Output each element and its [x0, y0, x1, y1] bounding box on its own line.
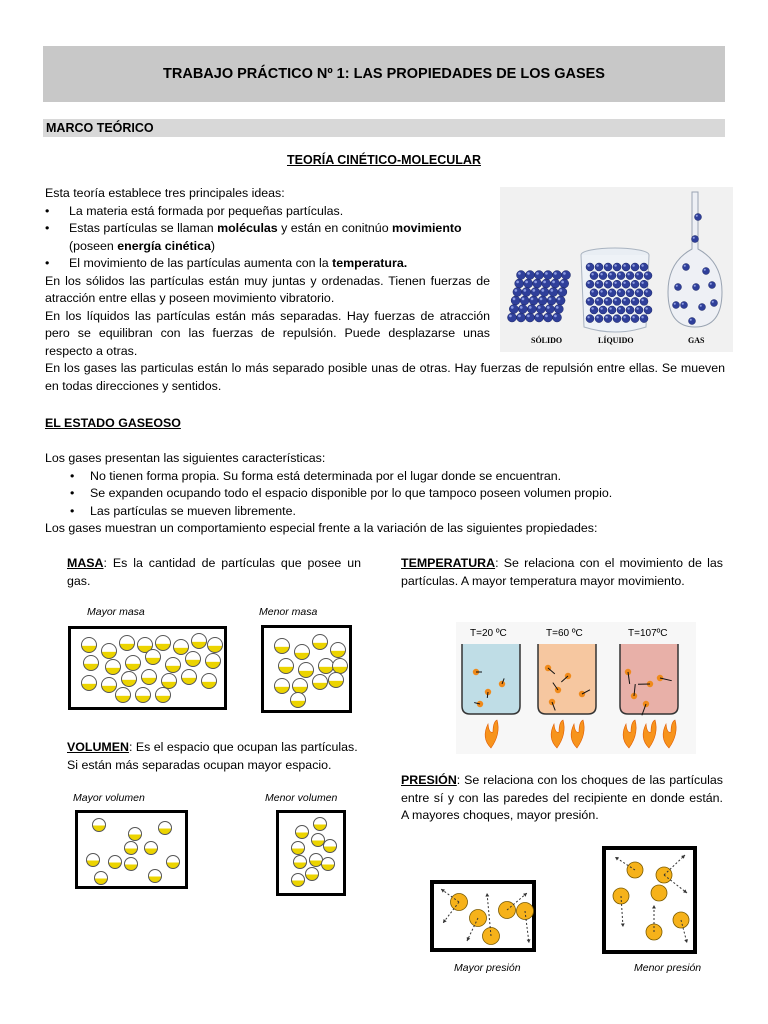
particle	[517, 271, 526, 280]
gas-label: GAS	[688, 336, 705, 345]
bullet2-bold: moléculas	[217, 221, 278, 235]
theory-intro: Esta teoría establece tres principales ideas:	[45, 186, 285, 200]
particle	[613, 263, 621, 271]
masa-term: MASA	[67, 556, 104, 570]
particle	[115, 687, 131, 703]
particle	[683, 264, 690, 271]
particle	[709, 282, 716, 289]
particle	[595, 280, 603, 288]
particle	[522, 288, 531, 297]
particle	[595, 315, 603, 323]
particle	[105, 659, 121, 675]
particle	[631, 280, 639, 288]
particle	[293, 855, 307, 869]
particle	[328, 672, 344, 688]
particle	[695, 214, 702, 221]
theory-bullet-1: • La materia está formada por pequeñas partículas.	[45, 203, 490, 221]
particle	[699, 304, 706, 311]
particle	[586, 263, 594, 271]
particle	[651, 885, 667, 901]
particle	[711, 300, 718, 307]
states-of-matter-image	[500, 187, 733, 352]
particle	[673, 302, 680, 309]
particle	[556, 296, 565, 305]
particle	[124, 841, 138, 855]
particle	[544, 271, 553, 280]
gas-state-block	[45, 450, 725, 538]
particle	[520, 296, 529, 305]
particle	[121, 671, 137, 687]
particle	[631, 263, 639, 271]
theory-bullet-3	[45, 255, 490, 273]
particle	[608, 306, 616, 314]
bullet2-bold: energía cinética	[117, 238, 211, 253]
particle	[626, 272, 634, 280]
masa-text: : Es la cantidad de partículas que posee un gas.	[67, 556, 361, 588]
particle	[553, 271, 562, 280]
particle	[94, 871, 108, 885]
masa-less-box	[261, 625, 352, 713]
masa-more-box	[68, 626, 227, 710]
particle	[83, 655, 99, 671]
particle	[323, 839, 337, 853]
particle	[144, 841, 158, 855]
particle	[298, 662, 314, 678]
title-banner	[43, 46, 725, 102]
volumen-definition	[67, 739, 367, 774]
particle	[644, 306, 652, 314]
particle	[644, 272, 652, 280]
particle	[321, 857, 335, 871]
particle	[155, 687, 171, 703]
particle	[595, 263, 603, 271]
particle	[517, 313, 526, 322]
particle	[101, 643, 117, 659]
gas-bullet-3: • Las partículas se mueven libremente.	[90, 503, 725, 521]
particle	[599, 289, 607, 297]
temperatura-text: : Se relaciona con el movimiento de las partículas. A mayor temperatura mayor movimiento.	[401, 556, 723, 588]
particle	[622, 315, 630, 323]
particle	[599, 272, 607, 280]
gas-state-bullets	[45, 468, 725, 521]
presion-text: : Se relaciona con los choques de las partículas entre sí y con las paredes del recipiente en donde están. A mayores choques, mayor presión.	[401, 773, 723, 822]
bullet3-bold: temperatura.	[332, 256, 408, 270]
particle	[330, 642, 346, 658]
temperature-label: T=107ºC	[628, 628, 668, 639]
particle	[562, 271, 571, 280]
theory-text	[45, 185, 490, 360]
particle	[305, 867, 319, 881]
bullet2-part: y están en conitnúo	[277, 221, 393, 235]
particle	[125, 655, 141, 671]
particle	[640, 315, 648, 323]
volumen-term: VOLUMEN	[67, 740, 129, 754]
particle	[635, 306, 643, 314]
gas-bullet-1: • No tienen forma propia. Su forma está determinada por el lugar donde se encuentran.	[90, 468, 725, 486]
particle	[205, 653, 221, 669]
solid-label: SÓLIDO	[531, 336, 563, 345]
particle	[613, 280, 621, 288]
particle	[181, 669, 197, 685]
particle	[693, 284, 700, 291]
particle	[617, 306, 625, 314]
particle	[613, 315, 621, 323]
volumen-less-label: Menor volumen	[265, 792, 338, 804]
particle	[141, 669, 157, 685]
particle	[586, 280, 594, 288]
particle	[526, 313, 535, 322]
particle	[201, 673, 217, 689]
volumen-text: : Es el espacio que ocupan las partículas. Si están más separadas ocupan mayor espacio.	[67, 740, 358, 772]
liquid-beaker	[581, 248, 652, 332]
particle	[604, 263, 612, 271]
particle	[185, 651, 201, 667]
particle	[533, 279, 542, 288]
particle	[626, 306, 634, 314]
particle	[631, 315, 639, 323]
gas-bullet-2: • Se expanden ocupando todo el espacio disponible por lo que tampoco poseen volumen propio.	[90, 485, 725, 503]
particle	[274, 678, 290, 694]
presion-less-label: Menor presión	[634, 962, 702, 974]
particle	[631, 297, 639, 305]
particle	[526, 271, 535, 280]
particle	[675, 284, 682, 291]
particle	[595, 297, 603, 305]
particle	[294, 644, 310, 660]
particle	[549, 288, 558, 297]
particle	[608, 272, 616, 280]
particle	[604, 280, 612, 288]
particle	[290, 692, 306, 708]
particle	[101, 677, 117, 693]
masa-less-label: Menor masa	[259, 606, 318, 618]
particle	[538, 296, 547, 305]
particle	[553, 313, 562, 322]
particle	[524, 279, 533, 288]
particle	[166, 855, 180, 869]
particle	[124, 857, 138, 871]
particle	[622, 280, 630, 288]
particle	[644, 289, 652, 297]
particle	[608, 289, 616, 297]
beaker	[462, 644, 520, 714]
particle	[529, 296, 538, 305]
particle	[515, 279, 524, 288]
particle	[590, 289, 598, 297]
particle	[148, 869, 162, 883]
particle	[513, 288, 522, 297]
particle	[560, 279, 569, 288]
particle	[622, 297, 630, 305]
temperatura-definition	[401, 555, 723, 590]
particle	[535, 271, 544, 280]
particle	[518, 305, 527, 314]
particle	[617, 272, 625, 280]
theory-bullet-2	[45, 220, 490, 255]
theory-heading: TEORÍA CINÉTICO-MOLECULAR	[287, 153, 481, 167]
bullet2-bold: movimiento	[392, 221, 462, 235]
particle	[558, 288, 567, 297]
solids-paragraph: En los sólidos las partículas están muy juntas y ordenadas. Tienen fuerzas de atracción entre ellas y poseen movimiento vibratorio.	[45, 273, 490, 305]
particle	[291, 873, 305, 887]
particle	[135, 687, 151, 703]
volumen-more-label: Mayor volumen	[73, 792, 145, 804]
masa-more-label: Mayor masa	[87, 606, 145, 618]
particle	[108, 855, 122, 869]
particle	[554, 305, 563, 314]
page-title: TRABAJO PRÁCTICO Nº 1: LAS PROPIEDADES DE LOS GASES	[163, 66, 605, 82]
particle	[158, 821, 172, 835]
particle	[640, 280, 648, 288]
particle	[586, 315, 594, 323]
presion-definition	[401, 772, 723, 825]
section-header: MARCO TEÓRICO	[43, 119, 725, 137]
particle	[291, 841, 305, 855]
particle	[540, 288, 549, 297]
particle	[703, 268, 710, 275]
temperatura-term: TEMPERATURA	[401, 556, 496, 570]
bullet2-part: )	[210, 238, 216, 253]
particle	[527, 305, 536, 314]
particle	[681, 302, 688, 309]
particle	[165, 657, 181, 673]
bullet2-part: Estas partículas se llaman	[69, 221, 218, 235]
particle	[312, 674, 328, 690]
particle	[640, 297, 648, 305]
particle	[604, 297, 612, 305]
gases-paragraph: En los gases las particulas están lo más separado posible unas de otras. Hay fuerzas de repulsión entre ellas. Se mueven en todas direcciones y sentidos.	[45, 361, 725, 393]
volumen-more-box	[75, 810, 188, 889]
particle	[692, 236, 699, 243]
particle	[613, 297, 621, 305]
particle	[536, 305, 545, 314]
particle	[542, 279, 551, 288]
particle	[155, 635, 171, 651]
particle	[128, 827, 142, 841]
particle	[119, 635, 135, 651]
particle	[689, 318, 696, 325]
liquid-label: LÍQUIDO	[598, 336, 634, 345]
particle	[312, 634, 328, 650]
gas-state-outro: Los gases muestran un comportamiento especial frente a la variación de las siguientes propiedades:	[45, 521, 598, 535]
particle	[278, 658, 294, 674]
particle	[635, 289, 643, 297]
presion-more-label: Mayor presión	[454, 962, 521, 974]
gas-state-intro: Los gases presentan las siguientes características:	[45, 451, 326, 465]
particle	[635, 272, 643, 280]
particle	[81, 637, 97, 653]
theory-bullets	[45, 203, 490, 273]
particle	[590, 272, 598, 280]
particle	[622, 263, 630, 271]
particle	[313, 817, 327, 831]
particle	[92, 818, 106, 832]
particle	[511, 296, 520, 305]
masa-definition	[67, 555, 361, 590]
particle	[545, 305, 554, 314]
volumen-less-box	[276, 810, 346, 896]
bullet2-part: (poseen	[69, 238, 118, 253]
temperature-image	[456, 622, 696, 754]
particle	[295, 825, 309, 839]
particle	[531, 288, 540, 297]
particle	[590, 306, 598, 314]
particle	[599, 306, 607, 314]
pressure-image	[429, 845, 729, 955]
temperature-label: T=20 ºC	[470, 628, 507, 639]
particle	[509, 305, 518, 314]
particle	[586, 297, 594, 305]
particle	[145, 649, 161, 665]
particle	[207, 637, 223, 653]
particle	[626, 289, 634, 297]
particle	[191, 633, 207, 649]
particle	[508, 313, 517, 322]
bullet3-part: El movimiento de las partículas aumenta con la	[69, 256, 333, 270]
temperature-label: T=60 ºC	[546, 628, 583, 639]
presion-term: PRESIÓN	[401, 773, 457, 787]
particle	[86, 853, 100, 867]
particle	[604, 315, 612, 323]
particle	[640, 263, 648, 271]
particle	[81, 675, 97, 691]
liquids-paragraph: En los líquidos las partículas están más separadas. Hay fuerzas de atracción pero se equilibran con las fuerzas de repulsión. Puede desplazarse unas respecto a otras.	[45, 308, 490, 358]
particle	[617, 289, 625, 297]
gas-state-heading: EL ESTADO GASEOSO	[45, 416, 181, 430]
particle	[544, 313, 553, 322]
particle	[535, 313, 544, 322]
particle	[547, 296, 556, 305]
particle	[274, 638, 290, 654]
particle	[551, 279, 560, 288]
